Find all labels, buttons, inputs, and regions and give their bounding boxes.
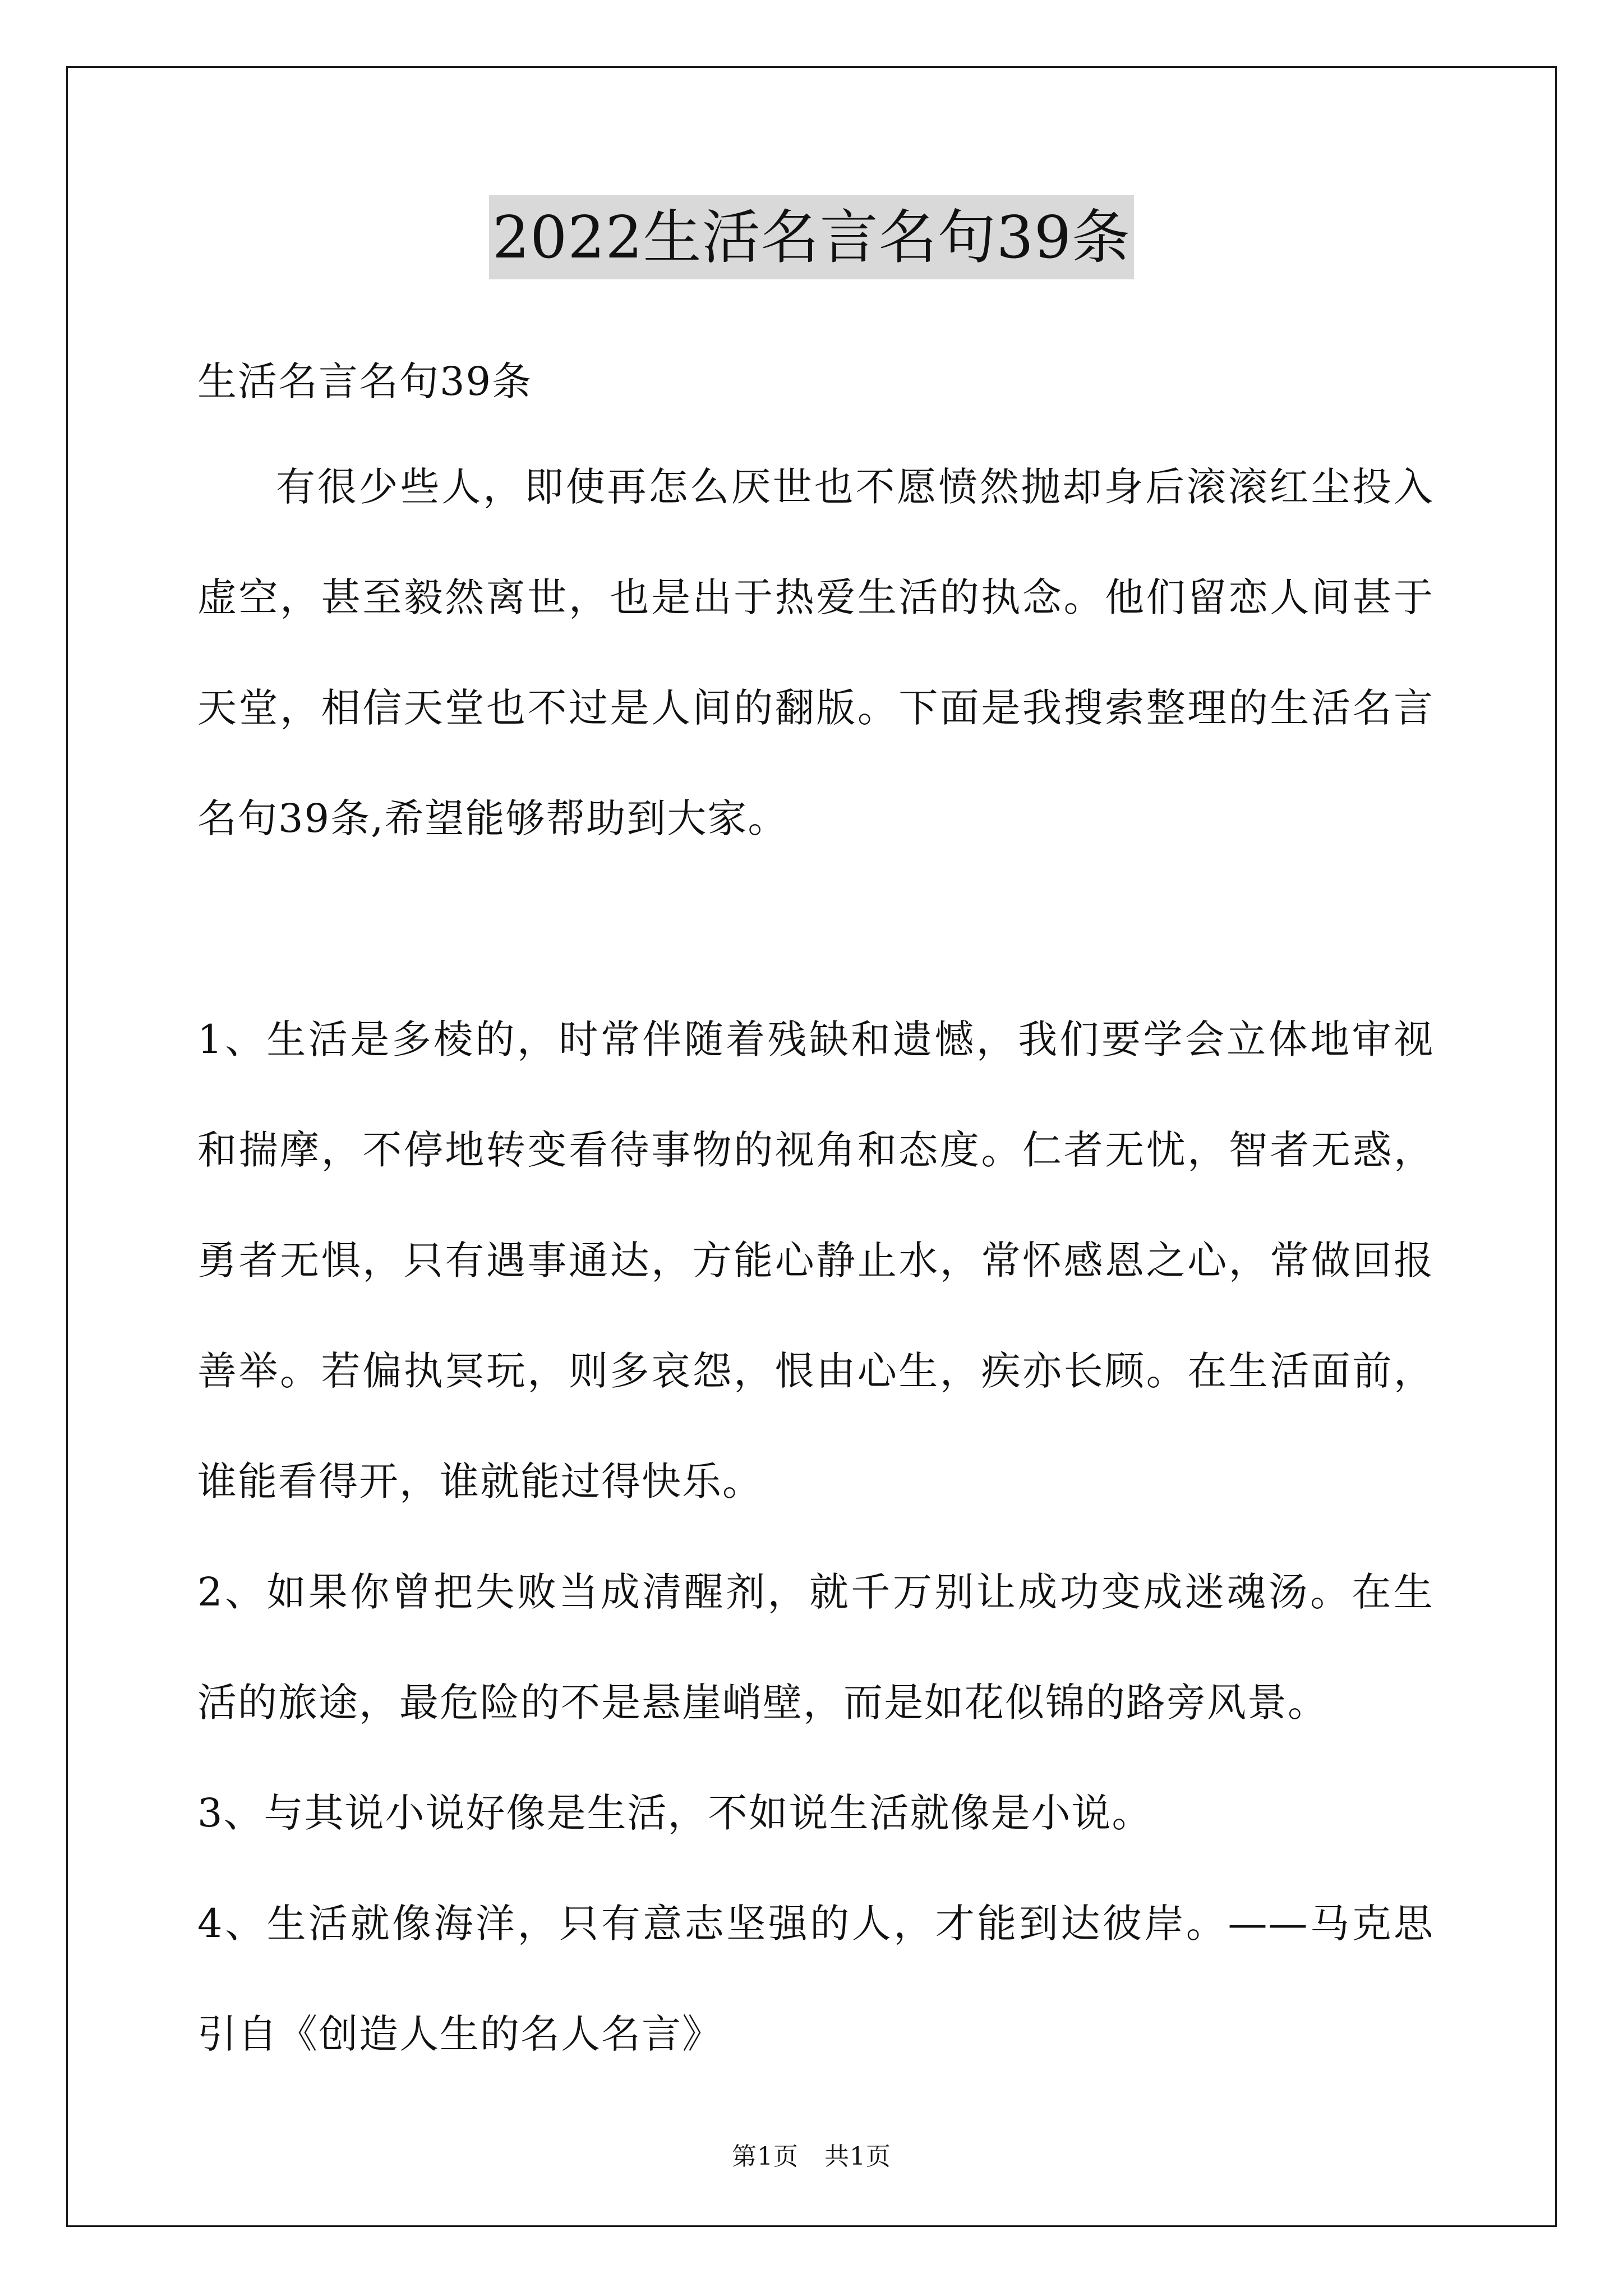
title-container bbox=[0, 195, 1623, 279]
paragraph-spacer bbox=[197, 874, 1434, 984]
page-number-current: 第1页 bbox=[732, 2142, 799, 2171]
quote-item-4: 4、生活就像海洋，只有意志坚强的人，才能到达彼岸。——马克思引自《创造人生的名人名言》 bbox=[197, 1901, 1434, 2057]
document-body bbox=[197, 337, 1434, 2090]
intro-paragraph: 有很少些人，即使再怎么厌世也不愿愤然抛却身后滚滚红尘投入虚空，甚至毅然离世，也是出于热爱生活的执念。他们留恋人间甚于天堂，相信天堂也不过是人间的翻版。下面是我搜索整理的生活名言名句39条,希望能够帮助到大家。 bbox=[197, 464, 1434, 841]
quote-item-2: 2、如果你曾把失败当成清醒剂，就千万别让成功变成迷魂汤。在生活的旅途，最危险的不是悬崖峭壁，而是如花似锦的路旁风景。 bbox=[197, 1569, 1434, 1726]
page-footer bbox=[0, 2140, 1623, 2174]
quote-item-3: 3、与其说小说好像是生活，不如说生活就像是小说。 bbox=[197, 1790, 1152, 1836]
document-subtitle: 生活名言名句39条 bbox=[197, 358, 533, 404]
quote-item-1: 1、生活是多棱的，时常伴随着残缺和遗憾，我们要学会立体地审视和揣摩，不停地转变看待事物的视角和态度。仁者无忧，智者无惑，勇者无惧，只有遇事通达，方能心静止水，常怀感恩之心，常做回报善举。若偏执冥玩，则多哀怨，恨由心生，疾亦长顾。在生活面前，谁能看得开，谁就能过得快乐。 bbox=[197, 1016, 1434, 1504]
page-number-total: 共1页 bbox=[824, 2142, 891, 2171]
page-title: 2022生活名言名句39条 bbox=[489, 195, 1134, 279]
